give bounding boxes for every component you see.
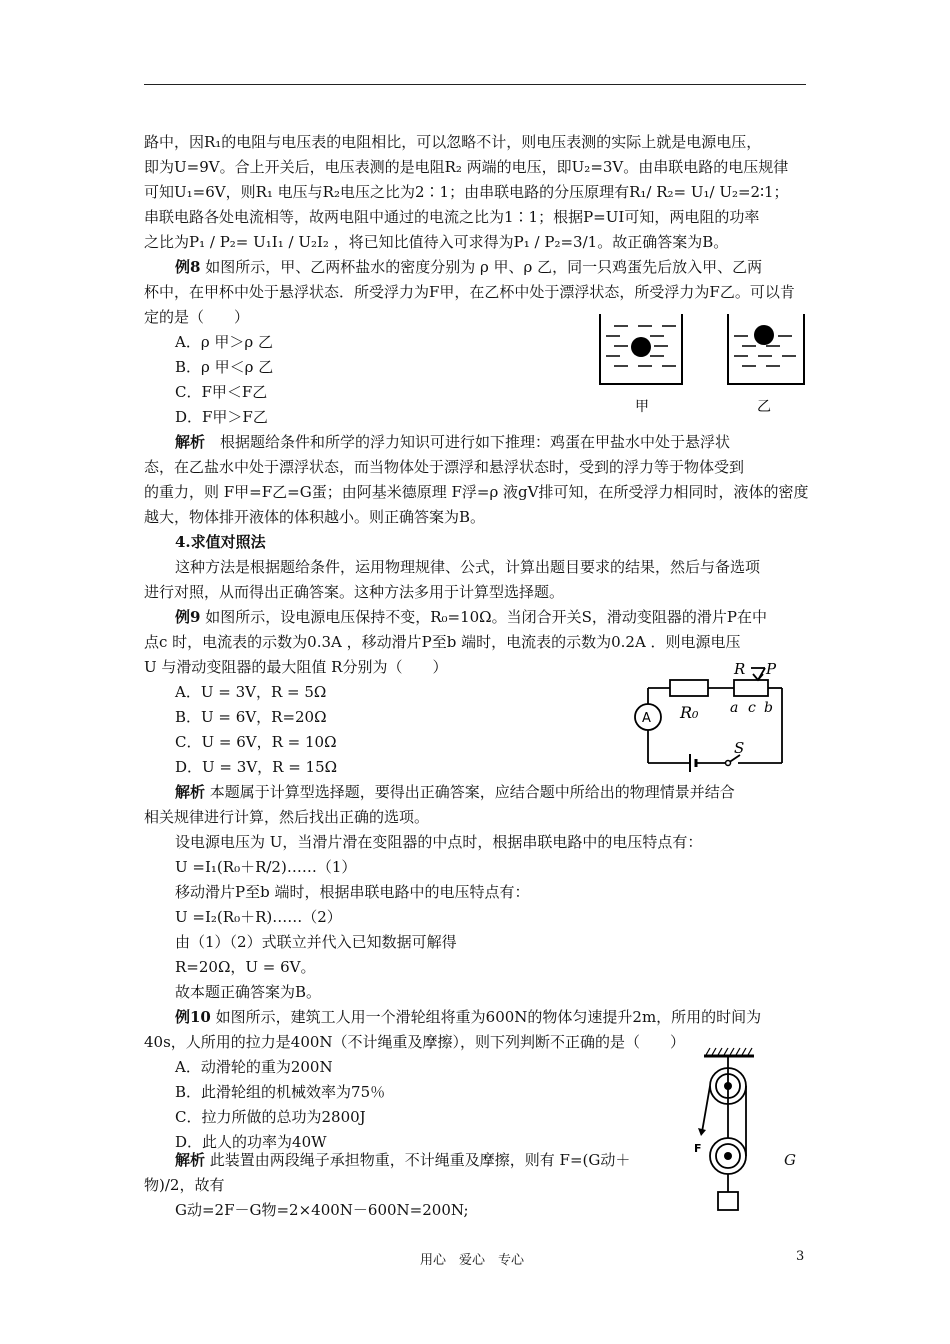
text-line: 之比为P₁ / P₂= U₁I₁ / U₂I₂ ，将已知比值待入可求得为P₁ / P₂=3/1。故正确答案为B。: [144, 233, 729, 251]
beaker-figure: [592, 310, 812, 420]
text-line: 物)/2，故有: [144, 1176, 225, 1194]
text-line: 这种方法是根据题给条件，运用物理规律、公式，计算出题目要求的结果，然后与备选项: [175, 558, 761, 576]
svg-text:c: c: [748, 700, 756, 716]
pulley-figure: [690, 1046, 770, 1216]
label-yi: 乙: [757, 399, 771, 415]
option-a: A．动滑轮的重为200N: [175, 1058, 333, 1076]
example-9-stem: 例9 如图所示，设电源电压保持不变，R₀=10Ω。当闭合开关S，滑动变阻器的滑片P在中: [175, 608, 767, 626]
example-label: 例9: [175, 608, 201, 626]
circuit-figure: [630, 660, 810, 780]
example-8-analysis: 解析 根据题给条件和所学的浮力知识可进行如下推理：鸡蛋在甲盐水中处于悬浮状: [175, 433, 731, 451]
text-line: 路中，因R₁的电阻与电压表的电阻相比，可以忽略不计，则电压表测的实际上就是电源电压，: [144, 133, 762, 151]
example-label: 例8: [175, 258, 201, 276]
label-jia: 甲: [635, 399, 649, 415]
option-b: B．ρ 甲＜ρ 乙: [175, 358, 274, 376]
example-10-stem: 例10 如图所示，建筑工人用一个滑轮组将重为600N的物体匀速提升2m，所用的时间为: [175, 1008, 762, 1026]
svg-text:P: P: [766, 660, 777, 678]
option-b: B．此滑轮组的机械效率为75％: [175, 1083, 386, 1101]
equation-2: U =I₂(R₀＋R)……（2）: [175, 908, 342, 926]
svg-text:b: b: [764, 700, 773, 716]
option-a: A．ρ 甲＞ρ 乙: [175, 333, 274, 351]
equation-line: G动=2F－G物=2×400N－600N=200N;: [175, 1201, 469, 1219]
option-b: B．U = 6V，R=20Ω: [175, 708, 327, 726]
option-c: C．U = 6V，R = 10Ω: [175, 733, 337, 751]
page-number: 3: [796, 1249, 805, 1264]
load-box: [718, 1192, 738, 1210]
text-line: 故本题正确答案为B。: [175, 983, 322, 1001]
option-c: C．F甲＜F乙: [175, 383, 268, 401]
text-line: 移动滑片P至b 端时，根据串联电路中的电压特点有：: [175, 883, 530, 901]
text-line: 进行对照，从而得出正确答案。这种方法多用于计算型选择题。: [144, 583, 565, 601]
text-line: 即为U=9V。合上开关后，电压表测的是电阻R₂ 两端的电压，即U₂=3V。由串联电路的电压规律: [144, 158, 789, 176]
header-rule: [144, 84, 806, 85]
text-line: 态，在乙盐水中处于漂浮状态，而当物体处于漂浮和悬浮状态时，受到的浮力等于物体受到: [144, 458, 745, 476]
option-c: C．拉力所做的总功为2800J: [175, 1108, 366, 1126]
text-line: 的重力，则 F甲=F乙=G蛋；由阿基米德原理 F浮=ρ 液gV排可知，在所受浮力相同时，液体的密度: [144, 483, 809, 501]
text-line: 由（1）（2）式联立并代入已知数据可解得: [175, 933, 457, 951]
svg-text:R₀: R₀: [680, 703, 699, 722]
text-line: 杯中，在甲杯中处于悬浮状态．所受浮力为F甲，在乙杯中处于漂浮状态，所受浮力为F乙。可以肯: [144, 283, 795, 301]
example-label: 例10: [175, 1008, 211, 1026]
analysis-label: 解析: [175, 1151, 206, 1169]
example-9-analysis: 解析 本题属于计算型选择题，要得出正确答案，应结合题中所给出的物理情景并结合: [175, 783, 735, 801]
svg-text:a: a: [730, 700, 739, 716]
page-footer: 用心 爱心 专心: [420, 1253, 525, 1268]
rheostat: [734, 680, 768, 696]
text-line: 40s，人所用的拉力是400N（不计绳重及摩擦），则下列判断不正确的是（ ）: [144, 1033, 686, 1051]
text-line: 相关规律进行计算，然后找出正确的选项。: [144, 808, 430, 826]
text-line: R=20Ω，U = 6V。: [175, 958, 316, 976]
option-d: D．此人的功率为40W: [175, 1133, 327, 1151]
svg-text:R: R: [734, 660, 746, 678]
example-8-stem: 例8 如图所示，甲、乙两杯盐水的密度分别为 ρ 甲、ρ 乙，同一只鸡蛋先后放入甲、乙两: [175, 258, 763, 276]
analysis-label: 解析: [175, 783, 206, 801]
egg-floating: [754, 325, 774, 345]
option-a: A．U = 3V，R = 5Ω: [175, 683, 327, 701]
force-label: F: [694, 1142, 702, 1155]
weight-label: G: [784, 1151, 796, 1169]
svg-text:S: S: [734, 739, 745, 757]
text-line: 可知U₁=6V，则R₁ 电压与R₂电压之比为2∶1；由串联电路的分压原理有R₁/ R₂= U₁/ U₂=2∶1；: [144, 183, 789, 201]
text-line: 点c 时，电流表的示数为0.3A ，移动滑片P至b 端时，电流表的示数为0.2A ．则电源电压: [144, 633, 741, 651]
option-d: D．F甲＞F乙: [175, 408, 268, 426]
analysis-label: 解析: [175, 433, 206, 451]
section-heading: 4.求值对照法: [175, 533, 266, 551]
option-d: D．U = 3V，R = 15Ω: [175, 758, 338, 776]
text-line: 越大，物体排开液体的体积越小。则正确答案为B。: [144, 508, 486, 526]
text-line: 串联电路各处电流相等，故两电阻中通过的电流之比为1∶1；根据P=UI可知，两电阻的功率: [144, 208, 760, 226]
text-line: 设电源电压为 U，当滑片滑在变阻器的中点时，根据串联电路中的电压特点有：: [175, 833, 703, 851]
text-line: U 与滑动变阻器的最大阻值 R分别为（ ）: [144, 658, 448, 676]
svg-text:A: A: [642, 711, 651, 726]
egg-suspended: [631, 337, 651, 357]
text-line: 定的是（ ）: [144, 308, 250, 326]
equation-1: U =I₁(R₀＋R/2)……（1）: [175, 858, 357, 876]
example-10-analysis: 解析 此装置由两段绳子承担物重，不计绳重及摩擦，则有 F=(G动＋: [175, 1151, 631, 1169]
